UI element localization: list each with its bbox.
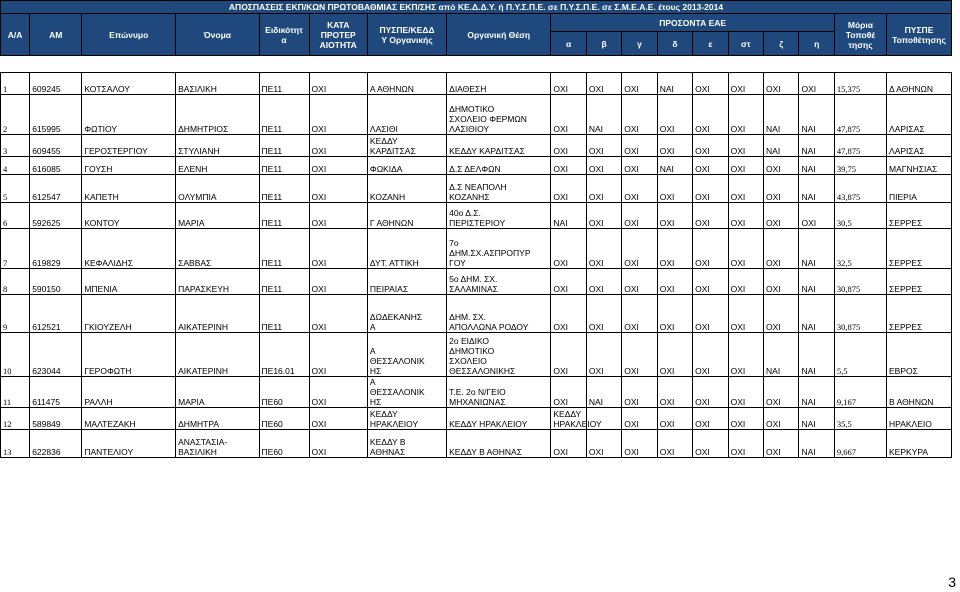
- header-name: Όνομα: [176, 14, 259, 56]
- row-eae-value: ΟΧΙ: [551, 377, 586, 408]
- row-eae-value: ΝΑΙ: [799, 269, 834, 295]
- row-eae-value: ΟΧΙ: [657, 269, 692, 295]
- row-name: ΔΗΜΗΤΡΑ: [176, 408, 259, 430]
- row-eae-value: ΟΧΙ: [693, 175, 728, 203]
- row-am: 612547: [30, 175, 82, 203]
- row-points: 9,667: [834, 430, 886, 458]
- row-eae-value: ΟΧΙ: [622, 135, 657, 157]
- row-surname: ΓΕΡΟΦΩΤΗ: [82, 333, 176, 377]
- row-eae-value: ΟΧΙ: [764, 157, 799, 175]
- row-eae-value: ΟΧΙ: [728, 333, 763, 377]
- row-priority: ΟΧΙ: [309, 157, 367, 175]
- row-eae-value: ΟΧΙ: [551, 269, 586, 295]
- row-priority: ΟΧΙ: [309, 175, 367, 203]
- row-eae-value: ΟΧΙ: [693, 430, 728, 458]
- row-aa: 12: [1, 408, 30, 430]
- row-eae-value: ΟΧΙ: [764, 203, 799, 229]
- header-eae-st: στ: [728, 32, 763, 56]
- row-surname: ΠΑΝΤΕΛΙΟΥ: [82, 430, 176, 458]
- row-priority: ΟΧΙ: [309, 430, 367, 458]
- row-name: ΜΑΡΙΑ: [176, 203, 259, 229]
- row-name: ΣΑΒΒΑΣ: [176, 229, 259, 269]
- row-name: ΑΙΚΑΤΕΡΙΝΗ: [176, 295, 259, 333]
- row-eae-value: ΟΧΙ: [586, 73, 621, 95]
- row-points: 30,5: [834, 203, 886, 229]
- row-eae-value: ΟΧΙ: [551, 295, 586, 333]
- row-surname: ΓΟΥΣΗ: [82, 157, 176, 175]
- row-eae-value: ΟΧΙ: [657, 295, 692, 333]
- table-row: [1, 135, 952, 157]
- row-position: 2ο ΕΙΔΙΚΟ ΔΗΜΟΤΙΚΟ ΣΧΟΛΕΙΟ ΘΕΣΣΑΛΟΝΙΚΗΣ: [447, 333, 551, 377]
- row-eae-value: ΟΧΙ: [764, 430, 799, 458]
- row-eae-value: ΟΧΙ: [693, 295, 728, 333]
- row-eae-value: ΝΑΙ: [657, 157, 692, 175]
- row-position: ΚΕΔΔΥ ΗΡΑΚΛΕΙΟΥ: [447, 408, 551, 430]
- header-priority: ΚΑΤΑ ΠΡΟΤΕΡ ΑΙΟΤΗΤΑ: [309, 14, 367, 56]
- row-eae-value: ΟΧΙ: [551, 73, 586, 95]
- row-am: 590150: [30, 269, 82, 295]
- row-eae-value: ΝΑΙ: [764, 95, 799, 135]
- header-aa: Α/Α: [1, 14, 30, 56]
- row-position: 5ο ΔΗΜ. ΣΧ. ΣΑΛΑΜΙΝΑΣ: [447, 269, 551, 295]
- row-specialty: ΠΕ11: [259, 203, 309, 229]
- row-eae-value: ΝΑΙ: [799, 175, 834, 203]
- row-eae-value: ΟΧΙ: [586, 157, 621, 175]
- row-aa: 13: [1, 430, 30, 458]
- row-pysde: ΔΥΤ. ΑΤΤΙΚΗ: [367, 229, 446, 269]
- row-placement: Δ ΑΘΗΝΩΝ: [887, 73, 952, 95]
- row-eae-value: ΟΧΙ: [551, 175, 586, 203]
- row-eae-value: ΟΧΙ: [693, 95, 728, 135]
- row-eae-value: ΟΧΙ: [622, 295, 657, 333]
- row-pysde: ΛΑΣΙΘΙ: [367, 95, 446, 135]
- row-eae-value: ΟΧΙ: [622, 408, 657, 430]
- row-aa: 8: [1, 269, 30, 295]
- row-points: 30,875: [834, 295, 886, 333]
- header-org-position: Οργανική Θέση: [447, 14, 551, 56]
- row-priority: ΟΧΙ: [309, 229, 367, 269]
- row-eae-value: ΝΑΙ: [586, 377, 621, 408]
- row-eae-value: ΟΧΙ: [764, 175, 799, 203]
- row-priority: ΟΧΙ: [309, 135, 367, 157]
- table-row: [1, 203, 952, 229]
- row-eae-value: ΟΧΙ: [728, 377, 763, 408]
- row-points: 43,875: [834, 175, 886, 203]
- row-pysde: ΚΟΖΑΝΗ: [367, 175, 446, 203]
- header-specialty: Ειδικότητ α: [259, 14, 309, 56]
- row-surname: ΚΑΠΕΤΗ: [82, 175, 176, 203]
- row-priority: ΟΧΙ: [309, 377, 367, 408]
- row-eae-value: ΟΧΙ: [693, 135, 728, 157]
- row-aa: 7: [1, 229, 30, 269]
- row-eae-value: ΟΧΙ: [728, 408, 763, 430]
- page-number: 3: [948, 574, 956, 590]
- row-eae-value: ΟΧΙ: [728, 157, 763, 175]
- row-points: 9,167: [834, 377, 886, 408]
- header-eae-e: ε: [693, 32, 728, 56]
- row-eae-value: ΟΧΙ: [693, 408, 728, 430]
- row-points: 47,875: [834, 135, 886, 157]
- row-surname: ΦΩΤΙΟΥ: [82, 95, 176, 135]
- row-aa: 2: [1, 95, 30, 135]
- row-eae-value: ΟΧΙ: [622, 269, 657, 295]
- row-eae-value: ΟΧΙ: [586, 295, 621, 333]
- row-name: ΠΑΡΑΣΚΕΥΗ: [176, 269, 259, 295]
- row-specialty: ΠΕ60: [259, 377, 309, 408]
- table-row: [1, 408, 952, 430]
- row-specialty: ΠΕ16.01: [259, 333, 309, 377]
- row-am: 589849: [30, 408, 82, 430]
- row-placement: ΣΕΡΡΕΣ: [887, 203, 952, 229]
- row-eae-value: ΟΧΙ: [551, 430, 586, 458]
- row-specialty: ΠΕ11: [259, 269, 309, 295]
- row-pysde: ΠΕΙΡΑΙΑΣ: [367, 269, 446, 295]
- row-eae-value: ΟΧΙ: [764, 377, 799, 408]
- table-body: [1, 73, 952, 458]
- row-position: ΔΙΑΘΕΣΗ: [447, 73, 551, 95]
- header-eae-group: ΠΡΟΣΟΝΤΑ ΕΑΕ: [551, 14, 835, 32]
- row-eae-value: ΟΧΙ: [657, 135, 692, 157]
- row-aa: 9: [1, 295, 30, 333]
- row-name: ΑΙΚΑΤΕΡΙΝΗ: [176, 333, 259, 377]
- row-priority: ΟΧΙ: [309, 269, 367, 295]
- row-points: 5,5: [834, 333, 886, 377]
- row-position: ΚΕΔΔΥ Β ΑΘΗΝΑΣ: [447, 430, 551, 458]
- row-eae-value: ΟΧΙ: [728, 95, 763, 135]
- row-eae-value: ΝΑΙ: [764, 135, 799, 157]
- row-placement: ΛΑΡΙΣΑΣ: [887, 95, 952, 135]
- row-eae-value: ΟΧΙ: [657, 333, 692, 377]
- row-pysde: Α ΘΕΣΣΑΛΟΝΙΚ ΗΣ: [367, 377, 446, 408]
- row-eae-value: ΟΧΙ: [693, 377, 728, 408]
- row-surname: ΓΕΡΟΣΤΕΡΓΙΟΥ: [82, 135, 176, 157]
- row-eae-value: ΝΑΙ: [799, 135, 834, 157]
- table-row: [1, 175, 952, 203]
- row-name: ΒΑΣΙΛΙΚΗ: [176, 73, 259, 95]
- row-am: 619829: [30, 229, 82, 269]
- row-aa: 11: [1, 377, 30, 408]
- header-pysde: ΠΥΣΠΕ/ΚΕΔΔ Υ Οργανικής: [367, 14, 446, 56]
- row-eae-value: ΟΧΙ: [622, 73, 657, 95]
- row-priority: ΟΧΙ: [309, 73, 367, 95]
- row-position: ΔΗΜ. ΣΧ. ΑΠΟΛΛΩΝΑ ΡΟΔΟΥ: [447, 295, 551, 333]
- row-eae-value: ΟΧΙ: [728, 269, 763, 295]
- row-eae-value: ΟΧΙ: [586, 175, 621, 203]
- table-row: [1, 377, 952, 408]
- row-specialty: ΠΕ60: [259, 408, 309, 430]
- row-eae-value: ΟΧΙ: [693, 203, 728, 229]
- row-placement: ΜΑΓΝΗΣΙΑΣ: [887, 157, 952, 175]
- row-points: 39,75: [834, 157, 886, 175]
- row-eae-value: ΟΧΙ: [799, 73, 834, 95]
- row-pysde: Α ΑΘΗΝΩΝ: [367, 73, 446, 95]
- header-am: ΑΜ: [30, 14, 82, 56]
- table-row: [1, 95, 952, 135]
- row-eae-value: ΟΧΙ: [622, 95, 657, 135]
- header-surname: Επώνυμο: [82, 14, 176, 56]
- table-row: [1, 73, 952, 95]
- row-points: 35,5: [834, 408, 886, 430]
- row-aa: 4: [1, 157, 30, 175]
- row-am: 611475: [30, 377, 82, 408]
- row-specialty: ΠΕ11: [259, 157, 309, 175]
- row-eae-value: ΝΑΙ: [799, 430, 834, 458]
- row-position: Τ.Ε. 2ο Ν/ΓΕΙΟ ΜΗΧΑΝΙΩΝΑΣ: [447, 377, 551, 408]
- row-eae-value: ΝΑΙ: [799, 229, 834, 269]
- header-eae-c: γ: [622, 32, 657, 56]
- row-aa: 6: [1, 203, 30, 229]
- row-placement: ΣΕΡΡΕΣ: [887, 229, 952, 269]
- row-specialty: ΠΕ11: [259, 295, 309, 333]
- row-eae-value: ΟΧΙ: [657, 430, 692, 458]
- row-eae-value: ΟΧΙ: [622, 175, 657, 203]
- row-placement: ΕΒΡΟΣ: [887, 333, 952, 377]
- row-position: Δ.Σ ΝΕΑΠΟΛΗ ΚΟΖΑΝΗΣ: [447, 175, 551, 203]
- row-name: ΑΝΑΣΤΑΣΙΑ- ΒΑΣΙΛΙΚΗ: [176, 430, 259, 458]
- row-eae-value: ΟΧΙ: [764, 229, 799, 269]
- row-eae-value: ΟΧΙ: [657, 95, 692, 135]
- header-eae-d: δ: [657, 32, 692, 56]
- row-name: ΕΛΕΝΗ: [176, 157, 259, 175]
- row-position: 7ο ΔΗΜ.ΣΧ.ΑΣΠΡΟΠΥΡ ΓΟΥ: [447, 229, 551, 269]
- document-title: ΑΠΟΣΠΑΣΕΙΣ ΕΚΠ/ΚΩΝ ΠΡΩΤΟΒΑΘΜΙΑΣ ΕΚΠ/ΣΗΣ από ΚΕ.Δ.Δ.Υ. ή Π.Υ.Σ.Π.Ε. σε Π.Υ.Σ.Π.Ε. σε Σ.Μ.Ε.Α.Ε. έτους 2013-2014: [1, 1, 952, 14]
- row-name: ΣΤΥΛΙΑΝΗ: [176, 135, 259, 157]
- row-eae-value: ΟΧΙ: [693, 73, 728, 95]
- row-position: 40ο Δ.Σ. ΠΕΡΙΣΤΕΡΙΟΥ: [447, 203, 551, 229]
- row-priority: ΟΧΙ: [309, 408, 367, 430]
- row-specialty: ΠΕ11: [259, 73, 309, 95]
- table-row: [1, 430, 952, 458]
- row-eae-value: ΟΧΙ: [657, 175, 692, 203]
- row-eae-value: ΟΧΙ: [693, 333, 728, 377]
- row-specialty: ΠΕ11: [259, 175, 309, 203]
- row-eae-value: ΟΧΙ: [551, 157, 586, 175]
- row-eae-value: ΝΑΙ: [551, 203, 586, 229]
- row-eae-value: ΝΑΙ: [799, 377, 834, 408]
- row-eae-value: ΟΧΙ: [693, 269, 728, 295]
- row-pysde: ΔΩΔΕΚΑΝΗΣ Α: [367, 295, 446, 333]
- row-points: 30,875: [834, 269, 886, 295]
- row-eae-value: ΟΧΙ: [764, 269, 799, 295]
- table-row: [1, 157, 952, 175]
- row-surname: ΓΚΙΟΥΖΕΛΗ: [82, 295, 176, 333]
- row-placement: ΣΕΡΡΕΣ: [887, 295, 952, 333]
- row-eae-value: ΟΧΙ: [622, 430, 657, 458]
- row-specialty: ΠΕ11: [259, 95, 309, 135]
- row-priority: ΟΧΙ: [309, 203, 367, 229]
- row-eae-value: ΟΧΙ: [764, 295, 799, 333]
- header-spacer: [1, 56, 952, 73]
- row-eae-value: ΟΧΙ: [586, 135, 621, 157]
- header-eae-b: β: [586, 32, 621, 56]
- header-eae-h: η: [799, 32, 834, 56]
- header-eae-z: ζ: [764, 32, 799, 56]
- row-placement: ΣΕΡΡΕΣ: [887, 269, 952, 295]
- row-position: ΔΗΜΟΤΙΚΟ ΣΧΟΛΕΙΟ ΦΕΡΜΩΝ ΛΑΣΙΘΙΟΥ: [447, 95, 551, 135]
- row-name: ΔΗΜΗΤΡΙΟΣ: [176, 95, 259, 135]
- row-aa: 1: [1, 73, 30, 95]
- row-eae-value: ΝΑΙ: [799, 95, 834, 135]
- row-placement: ΚΕΡΚΥΡΑ: [887, 430, 952, 458]
- row-eae-value: ΟΧΙ: [586, 333, 621, 377]
- row-eae-value: ΟΧΙ: [693, 157, 728, 175]
- row-points: 15,375: [834, 73, 886, 95]
- row-placement: ΠΙΕΡΙΑ: [887, 175, 952, 203]
- row-am: 615995: [30, 95, 82, 135]
- row-aa: 5: [1, 175, 30, 203]
- table-row: [1, 229, 952, 269]
- row-surname: ΚΟΝΤΟΥ: [82, 203, 176, 229]
- row-am: 622836: [30, 430, 82, 458]
- row-priority: ΟΧΙ: [309, 333, 367, 377]
- row-pysde: ΚΕΔΔΥ Β ΑΘΗΝΑΣ: [367, 430, 446, 458]
- header-points: Μόρια Τοποθέ τησης: [834, 14, 886, 56]
- row-placement: ΛΑΡΙΣΑΣ: [887, 135, 952, 157]
- row-aa: 3: [1, 135, 30, 157]
- row-surname: ΜΠΕΝΙΑ: [82, 269, 176, 295]
- row-eae-value: ΟΧΙ: [622, 157, 657, 175]
- row-eae-value: ΟΧΙ: [551, 135, 586, 157]
- row-eae-value: ΚΕΔΔΥ ΗΡΑΚΛΕΙΟΥ: [551, 408, 586, 430]
- row-eae-value: ΟΧΙ: [728, 229, 763, 269]
- row-specialty: ΠΕ11: [259, 229, 309, 269]
- row-eae-value: ΟΧΙ: [728, 175, 763, 203]
- row-eae-value: ΟΧΙ: [622, 203, 657, 229]
- row-surname: ΚΟΤΣΑΛΟΥ: [82, 73, 176, 95]
- row-aa: 10: [1, 333, 30, 377]
- row-eae-value: ΝΑΙ: [799, 333, 834, 377]
- row-eae-value: ΟΧΙ: [551, 95, 586, 135]
- row-eae-value: ΝΑΙ: [799, 157, 834, 175]
- row-specialty: ΠΕ60: [259, 430, 309, 458]
- row-eae-value: ΝΑΙ: [799, 408, 834, 430]
- row-eae-value: ΟΧΙ: [622, 377, 657, 408]
- row-eae-value: ΟΧΙ: [728, 135, 763, 157]
- row-eae-value: ΟΧΙ: [657, 229, 692, 269]
- row-eae-value: ΟΧΙ: [728, 73, 763, 95]
- row-eae-value: ΟΧΙ: [551, 333, 586, 377]
- row-pysde: Α ΘΕΣΣΑΛΟΝΙΚ ΗΣ: [367, 333, 446, 377]
- row-pysde: ΦΩΚΙΔΑ: [367, 157, 446, 175]
- row-eae-value: ΟΧΙ: [728, 430, 763, 458]
- row-eae-value: ΟΧΙ: [657, 377, 692, 408]
- row-eae-value: ΝΑΙ: [586, 95, 621, 135]
- row-surname: ΚΕΦΑΛΙΔΗΣ: [82, 229, 176, 269]
- row-position: ΚΕΔΔΥ ΚΑΡΔΙΤΣΑΣ: [447, 135, 551, 157]
- row-eae-value: ΟΧΙ: [586, 430, 621, 458]
- table-row: [1, 295, 952, 333]
- row-placement: ΗΡΑΚΛΕΙΟ: [887, 408, 952, 430]
- row-points: 32,5: [834, 229, 886, 269]
- row-eae-value: ΟΧΙ: [657, 408, 692, 430]
- row-eae-value: ΟΧΙ: [764, 73, 799, 95]
- row-eae-value: ΟΧΙ: [586, 269, 621, 295]
- row-name: ΟΛΥΜΠΙΑ: [176, 175, 259, 203]
- row-eae-value: ΝΑΙ: [657, 73, 692, 95]
- row-eae-value: ΟΧΙ: [551, 229, 586, 269]
- header-eae-a: α: [551, 32, 586, 56]
- row-am: 623044: [30, 333, 82, 377]
- row-eae-value: ΟΧΙ: [586, 203, 621, 229]
- row-am: 609245: [30, 73, 82, 95]
- row-am: 616085: [30, 157, 82, 175]
- row-eae-value: ΝΑΙ: [764, 333, 799, 377]
- row-pysde: ΚΕΔΔΥ ΗΡΑΚΛΕΙΟΥ: [367, 408, 446, 430]
- row-eae-value: ΟΧΙ: [728, 295, 763, 333]
- row-priority: ΟΧΙ: [309, 295, 367, 333]
- row-pysde: Γ ΑΘΗΝΩΝ: [367, 203, 446, 229]
- row-eae-value: ΝΑΙ: [799, 295, 834, 333]
- row-eae-value: ΟΧΙ: [657, 203, 692, 229]
- row-eae-value: ΟΧΙ: [764, 408, 799, 430]
- row-name: ΜΑΡΙΑ: [176, 377, 259, 408]
- table-row: [1, 269, 952, 295]
- row-surname: ΡΑΛΛΗ: [82, 377, 176, 408]
- row-eae-value: ΟΧΙ: [728, 203, 763, 229]
- row-placement: Β ΑΘΗΝΩΝ: [887, 377, 952, 408]
- table-row: [1, 333, 952, 377]
- row-pysde: ΚΕΔΔΥ ΚΑΡΔΙΤΣΑΣ: [367, 135, 446, 157]
- row-am: 612521: [30, 295, 82, 333]
- row-eae-value: ΟΧΙ: [693, 229, 728, 269]
- row-eae-value: ΟΧΙ: [622, 333, 657, 377]
- row-am: 592625: [30, 203, 82, 229]
- row-position: Δ.Σ ΔΕΛΦΩΝ: [447, 157, 551, 175]
- row-am: 609455: [30, 135, 82, 157]
- row-surname: ΜΑΛΤΕΖΑΚΗ: [82, 408, 176, 430]
- row-eae-value: ΟΧΙ: [799, 203, 834, 229]
- row-eae-value: ΟΧΙ: [622, 229, 657, 269]
- row-eae-value: ΟΧΙ: [586, 229, 621, 269]
- row-specialty: ΠΕ11: [259, 135, 309, 157]
- header-placement: ΠΥΣΠΕ Τοποθέτησης: [887, 14, 952, 56]
- row-points: 47,875: [834, 95, 886, 135]
- row-priority: ΟΧΙ: [309, 95, 367, 135]
